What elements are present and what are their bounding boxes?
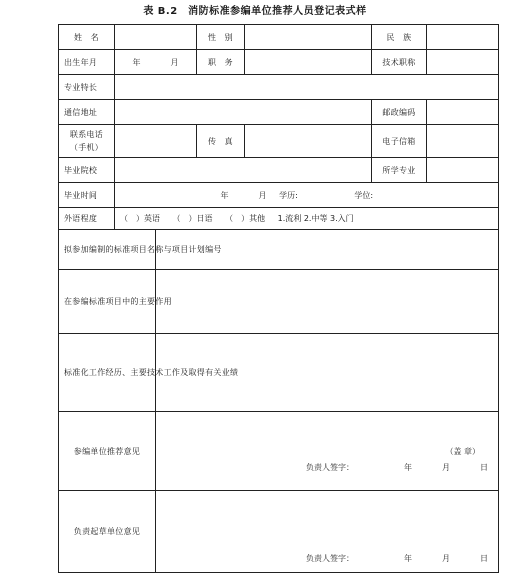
registration-form	[58, 24, 499, 573]
lang-japanese-option[interactable]: （ ）日语	[172, 214, 213, 223]
row-specialty	[59, 75, 499, 100]
unit-month-char: 月	[442, 463, 450, 472]
postcode-field[interactable]	[427, 100, 499, 125]
row-contact	[59, 125, 499, 158]
postcode-label: 邮政编码	[372, 100, 427, 125]
lead-unit-opinion-field[interactable]	[156, 491, 499, 573]
fax-label: 传 真	[197, 125, 245, 158]
grad-time-label: 毕业时间	[59, 183, 115, 208]
grad-month-char: 月	[258, 190, 267, 200]
role-label: 在参编标准项目中的主要作用	[59, 270, 156, 334]
experience-label: 标准化工作经历、主要技术工作及取得有关业绩	[59, 334, 156, 412]
grad-year-char: 年	[220, 190, 229, 200]
lead-sign-date	[404, 553, 488, 564]
birth-field[interactable]	[115, 50, 197, 75]
education-label: 学历:	[279, 190, 298, 200]
lead-month-char: 月	[442, 554, 450, 563]
lang-levels-text: 1.流利 2.中等 3.入门	[277, 214, 354, 223]
seal-label: （盖 章）	[445, 447, 480, 456]
unit-sign-date	[404, 462, 488, 473]
lead-signer-line	[306, 553, 354, 564]
unit-year-char: 年	[404, 463, 412, 472]
lang-english-option[interactable]: （ ）英语	[120, 214, 160, 223]
address-field[interactable]	[115, 100, 372, 125]
position-field[interactable]	[245, 50, 372, 75]
gender-label: 性 别	[197, 25, 245, 50]
row-unit-opinion	[59, 412, 499, 491]
lead-year-char: 年	[404, 554, 412, 563]
ethnicity-label: 民 族	[372, 25, 427, 50]
birth-year-char: 年	[132, 57, 141, 67]
lead-day-char: 日	[480, 554, 488, 563]
page-title: 表 B.2 消防标准参编单位推荐人员登记表式样	[143, 6, 367, 17]
unit-signer-line	[306, 462, 354, 473]
row-lead-unit-opinion	[59, 491, 499, 573]
unit-signer-label: 负责人签字：	[306, 463, 354, 472]
specialty-field[interactable]	[115, 75, 499, 100]
ethnicity-field[interactable]	[427, 25, 499, 50]
unit-day-char: 日	[480, 463, 488, 472]
phone-label	[59, 125, 115, 158]
fax-field[interactable]	[245, 125, 372, 158]
phone-label-text: 联系电话	[69, 130, 104, 139]
row-project	[59, 230, 499, 270]
foreign-lang-field	[115, 208, 499, 230]
role-field[interactable]	[156, 270, 499, 334]
project-label: 拟参加编制的标准项目名称与项目计划编号	[59, 230, 156, 270]
row-address	[59, 100, 499, 125]
foreign-lang-label: 外语程度	[59, 208, 115, 230]
unit-opinion-field[interactable]	[156, 412, 499, 491]
tech-title-field[interactable]	[427, 50, 499, 75]
birth-label: 出生年月	[59, 50, 115, 75]
phone-field[interactable]	[115, 125, 197, 158]
school-label: 毕业院校	[59, 158, 115, 183]
school-field[interactable]	[115, 158, 372, 183]
row-experience	[59, 334, 499, 412]
row-foreign-language	[59, 208, 499, 230]
row-school	[59, 158, 499, 183]
row-graduation	[59, 183, 499, 208]
tech-title-label: 技术职称	[372, 50, 427, 75]
position-label: 职 务	[197, 50, 245, 75]
row-role	[59, 270, 499, 334]
gender-field[interactable]	[245, 25, 372, 50]
mobile-label-text: （手机）	[69, 143, 104, 152]
email-field[interactable]	[427, 125, 499, 158]
birth-month-char: 月	[170, 57, 179, 67]
email-label: 电子信箱	[372, 125, 427, 158]
address-label: 通信地址	[59, 100, 115, 125]
lead-signer-label: 负责人签字：	[306, 554, 354, 563]
row-birth	[59, 50, 499, 75]
row-name	[59, 25, 499, 50]
name-label: 姓 名	[59, 25, 115, 50]
specialty-label: 专业特长	[59, 75, 115, 100]
degree-label: 学位:	[354, 190, 374, 200]
major-field[interactable]	[427, 158, 499, 183]
name-field[interactable]	[115, 25, 197, 50]
lead-unit-opinion-label: 负责起草单位意见	[59, 491, 156, 573]
grad-time-field[interactable]	[115, 183, 499, 208]
unit-opinion-label: 参编单位推荐意见	[59, 412, 156, 491]
major-label: 所学专业	[372, 158, 427, 183]
lang-other-option[interactable]: （ ）其他	[225, 214, 266, 223]
